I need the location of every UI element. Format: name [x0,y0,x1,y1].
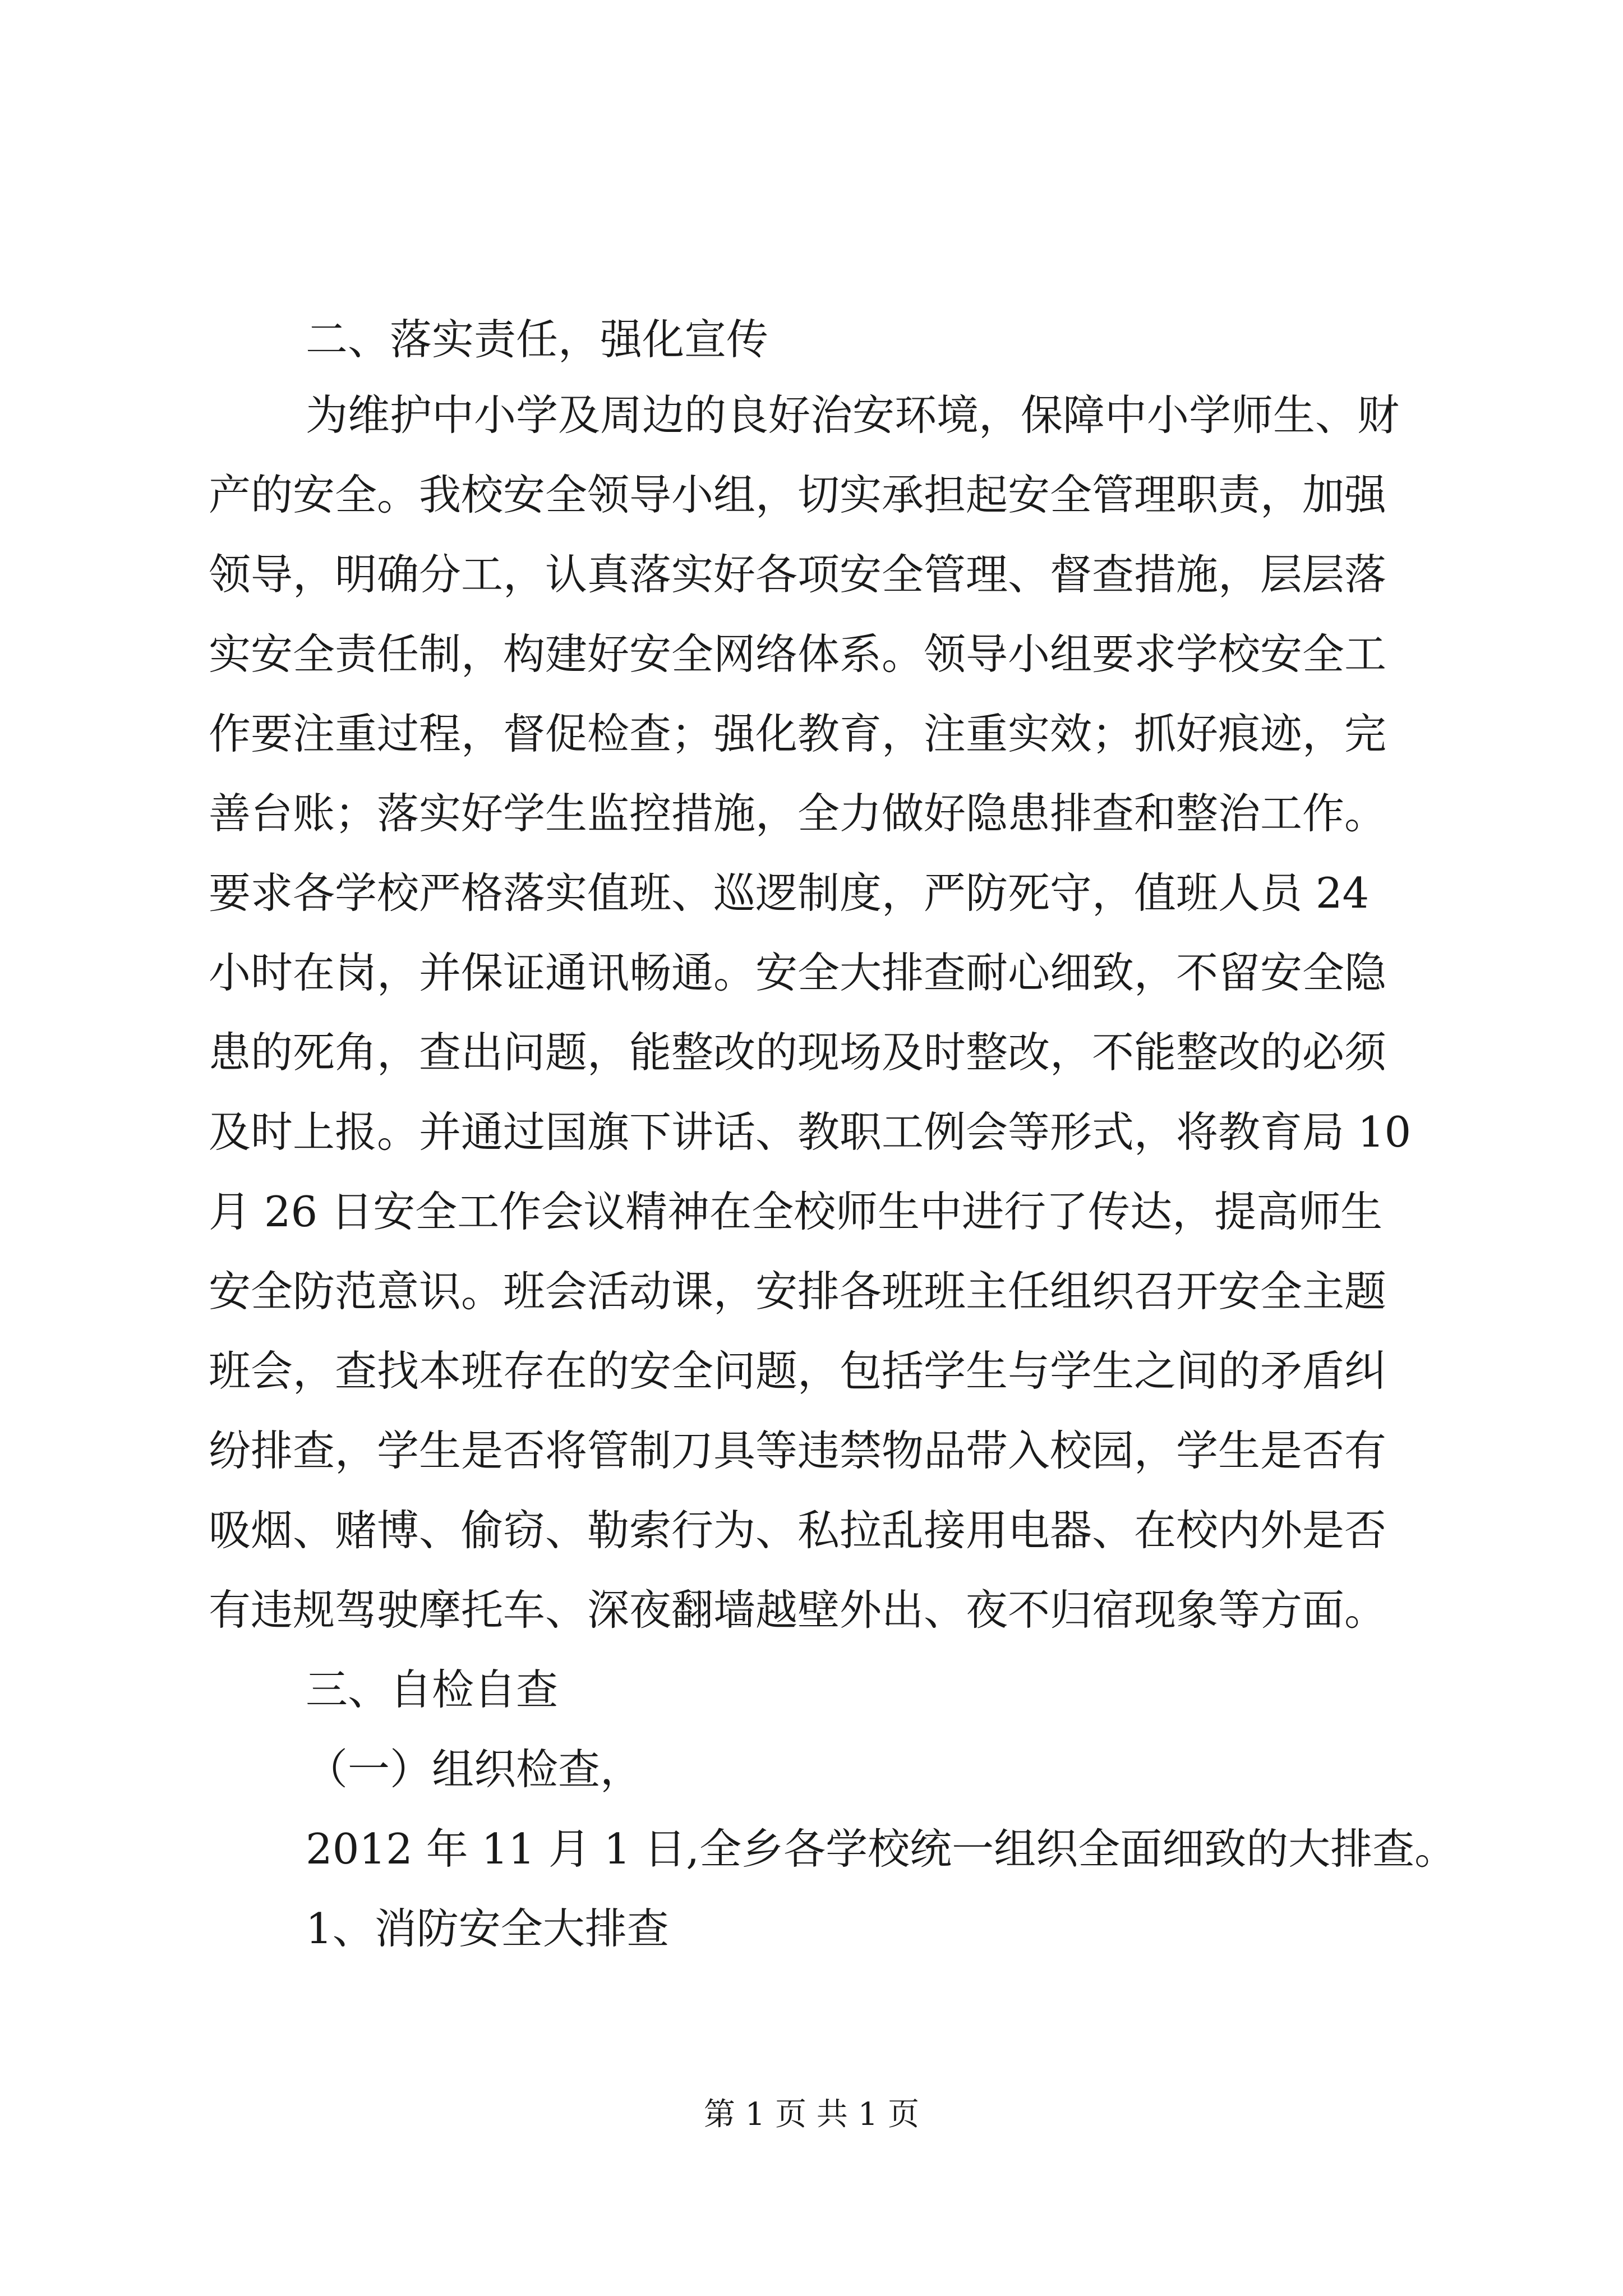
paragraph-line: 有违规驾驶摩托车、深夜翻墙越壁外出、夜不归宿现象等方面。 [209,1585,1387,1635]
paragraph-line: 小时在岗，并保证通讯畅通。安全大排查耐心细致，不留安全隐 [209,948,1387,997]
section-heading-3: 三、自检自查 [306,1665,559,1714]
paragraph-line: 班会，查找本班存在的安全问题，包括学生与学生之间的矛盾纠 [209,1346,1387,1396]
paragraph-line: 吸烟、赌博、偷窃、勒索行为、私拉乱接用电器、在校内外是否 [209,1506,1387,1555]
section-heading-2: 二、落实责任，强化宣传 [306,315,769,364]
paragraph-line: 作要注重过程，督促检查；强化教育，注重实效；抓好痕迹，完 [209,709,1387,758]
paragraph-line: 善台账；落实好学生监控措施，全力做好隐患排查和整治工作。 [209,789,1387,838]
paragraph-line: 纷排查，学生是否将管制刀具等违禁物品带入校园，学生是否有 [209,1426,1387,1475]
paragraph-line: 领导，明确分工，认真落实好各项安全管理、督查措施，层层落 [209,550,1387,599]
paragraph-line: 要求各学校严格落实值班、巡逻制度，严防死守，值班人员 24 [209,868,1370,918]
date-line: 2012 年 11 月 1 日,全乡各学校统一组织全面细致的大排查。 [306,1824,1457,1874]
paragraph-line: 月 26 日安全工作会议精神在全校师生中进行了传达，提高师生 [209,1187,1383,1236]
paragraph-line: 为维护中小学及周边的良好治安环境，保障中小学师生、财 [306,390,1400,440]
paragraph-line: 及时上报。并通过国旗下讲话、教职工例会等形式，将教育局 10 [209,1107,1412,1157]
sub-heading: （一）组织检查， [306,1745,643,1794]
page-footer: 第 1 页 共 1 页 [703,2096,920,2133]
paragraph-line: 安全防范意识。班会活动课，安排各班班主任组织召开安全主题 [209,1267,1387,1316]
paragraph-line: 患的死角，查出问题，能整改的现场及时整改，不能整改的必须 [209,1028,1387,1077]
paragraph-line: 实安全责任制，构建好安全网络体系。领导小组要求学校安全工 [209,629,1387,679]
paragraph-line: 产的安全。我校安全领导小组，切实承担起安全管理职责，加强 [209,470,1387,519]
list-item: 1、消防安全大排查 [306,1904,669,1953]
